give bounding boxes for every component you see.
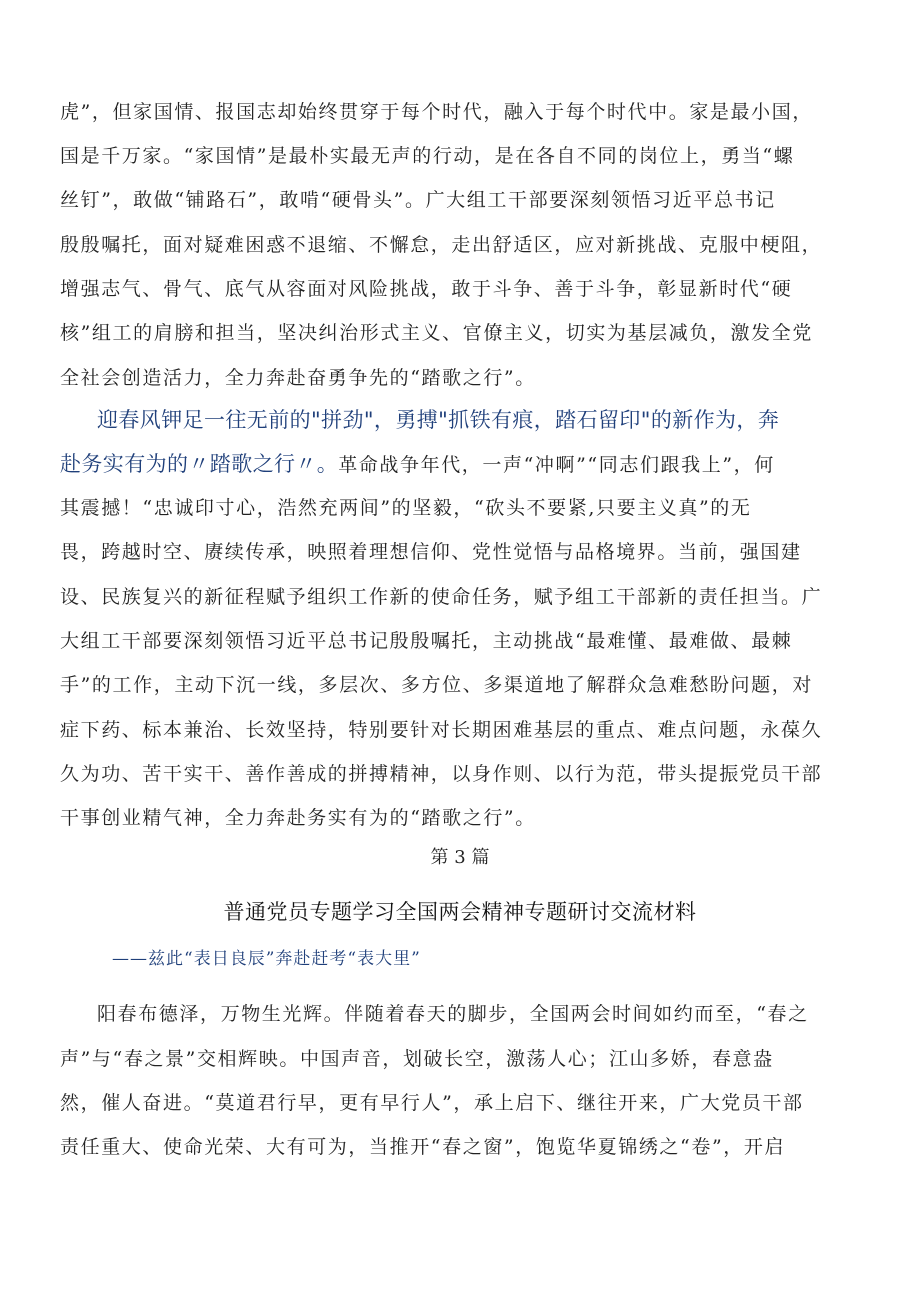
paragraph-3-line-1: 阳春布德泽，万物生光辉。伴随着春天的脚步，全国两会时间如约而至，“春之 xyxy=(97,1003,809,1025)
article-subtitle: ——兹此“表日良辰”奔赴赶考“表大里” xyxy=(112,949,421,969)
paragraph-2-line-7: 手”的工作，主动下沉一线，多层次、多方位、多渠道地了解群众急难愁盼问题，对 xyxy=(60,674,813,696)
paragraph-1-line-2: 国是千万家。“家国情”是最朴实最无声的行动，是在各自不同的岗位上，勇当“螺 xyxy=(60,145,795,167)
paragraph-2-line-9: 久为功、苦干实干、善作善成的拼搏精神，以身作则、以行为范，带头提振党员干部 xyxy=(60,763,823,785)
section-label: 第 3 篇 xyxy=(430,847,490,868)
paragraph-2-line-5: 设、民族复兴的新征程赋予组织工作新的使命任务，赋予组工干部新的责任担当。广 xyxy=(60,586,823,608)
article-title: 普通党员专题学习全国两会精神专题研讨交流材料 xyxy=(223,900,697,924)
paragraph-3-line-4: 责任重大、使命光荣、大有可为，当推开“春之窗”，饱览华夏锦绣之“卷”，开启 xyxy=(60,1136,786,1158)
paragraph-2-heading-line-2: 赴务实有为的〃踏歌之行〃。 xyxy=(60,452,339,476)
paragraph-1-line-4: 殷殷嘱托，面对疑难困惑不退缩、不懈怠，走出舒适区，应对新挑战、克服中梗阻， xyxy=(60,234,823,256)
paragraph-2-line-8: 症下药、标本兼治、长效坚持，特别要针对长期困难基层的重点、难点问题，永葆久 xyxy=(60,719,823,741)
paragraph-1-line-3: 丝钉”，敢做“铺路石”，敢啃“硬骨头”。广大组工干部要深刻领悟习近平总书记 xyxy=(60,189,776,211)
paragraph-2-line-3: 其震撼！“忠诚印寸心，浩然充两间”的坚毅，“砍头不要紧,只要主义真”的无 xyxy=(60,497,752,519)
paragraph-1-line-6: 核”组工的肩膀和担当，坚决纠治形式主义、官僚主义，切实为基层减负，激发全党 xyxy=(60,322,813,344)
paragraph-1-line-1: 虎”，但家国情、报国志却始终贯穿于每个时代，融入于每个时代中。家是最小国， xyxy=(60,101,813,123)
paragraph-3-line-2: 声”与“春之景”交相辉映。中国声音，划破长空，激荡人心；江山多娇，春意盎 xyxy=(60,1048,774,1070)
paragraph-3-line-3: 然，催人奋进。“莫道君行早，更有早行人”，承上启下、继往开来，广大党员干部 xyxy=(60,1092,804,1114)
paragraph-1-line-7: 全社会创造活力，全力奔赴奋勇争先的“踏歌之行”。 xyxy=(60,367,536,389)
paragraph-2-line-10: 干事创业精气神，全力奔赴务实有为的“踏歌之行”。 xyxy=(60,807,536,829)
paragraph-2-heading-line-1: 迎春风钾足一往无前的"拼劲"，勇搏"抓铁有痕，踏石留印"的新作为，奔 xyxy=(97,408,780,432)
paragraph-2-line-4: 畏，跨越时空、赓续传承，映照着理想信仰、党性觉悟与品格境界。当前，强国建 xyxy=(60,541,802,563)
paragraph-1-line-5: 增强志气、骨气、底气从容面对风险挑战，敢于斗争、善于斗争，彰显新时代“硬 xyxy=(60,278,793,300)
paragraph-2-line-6: 大组工干部要深刻领悟习近平总书记殷殷嘱托，主动挑战“最难懂、最难做、最棘 xyxy=(60,630,793,652)
paragraph-2-line-2 xyxy=(60,452,775,478)
paragraph-2-line-2-text: 革命战争年代，一声“冲啊”“同志们跟我上”，何 xyxy=(338,454,775,476)
